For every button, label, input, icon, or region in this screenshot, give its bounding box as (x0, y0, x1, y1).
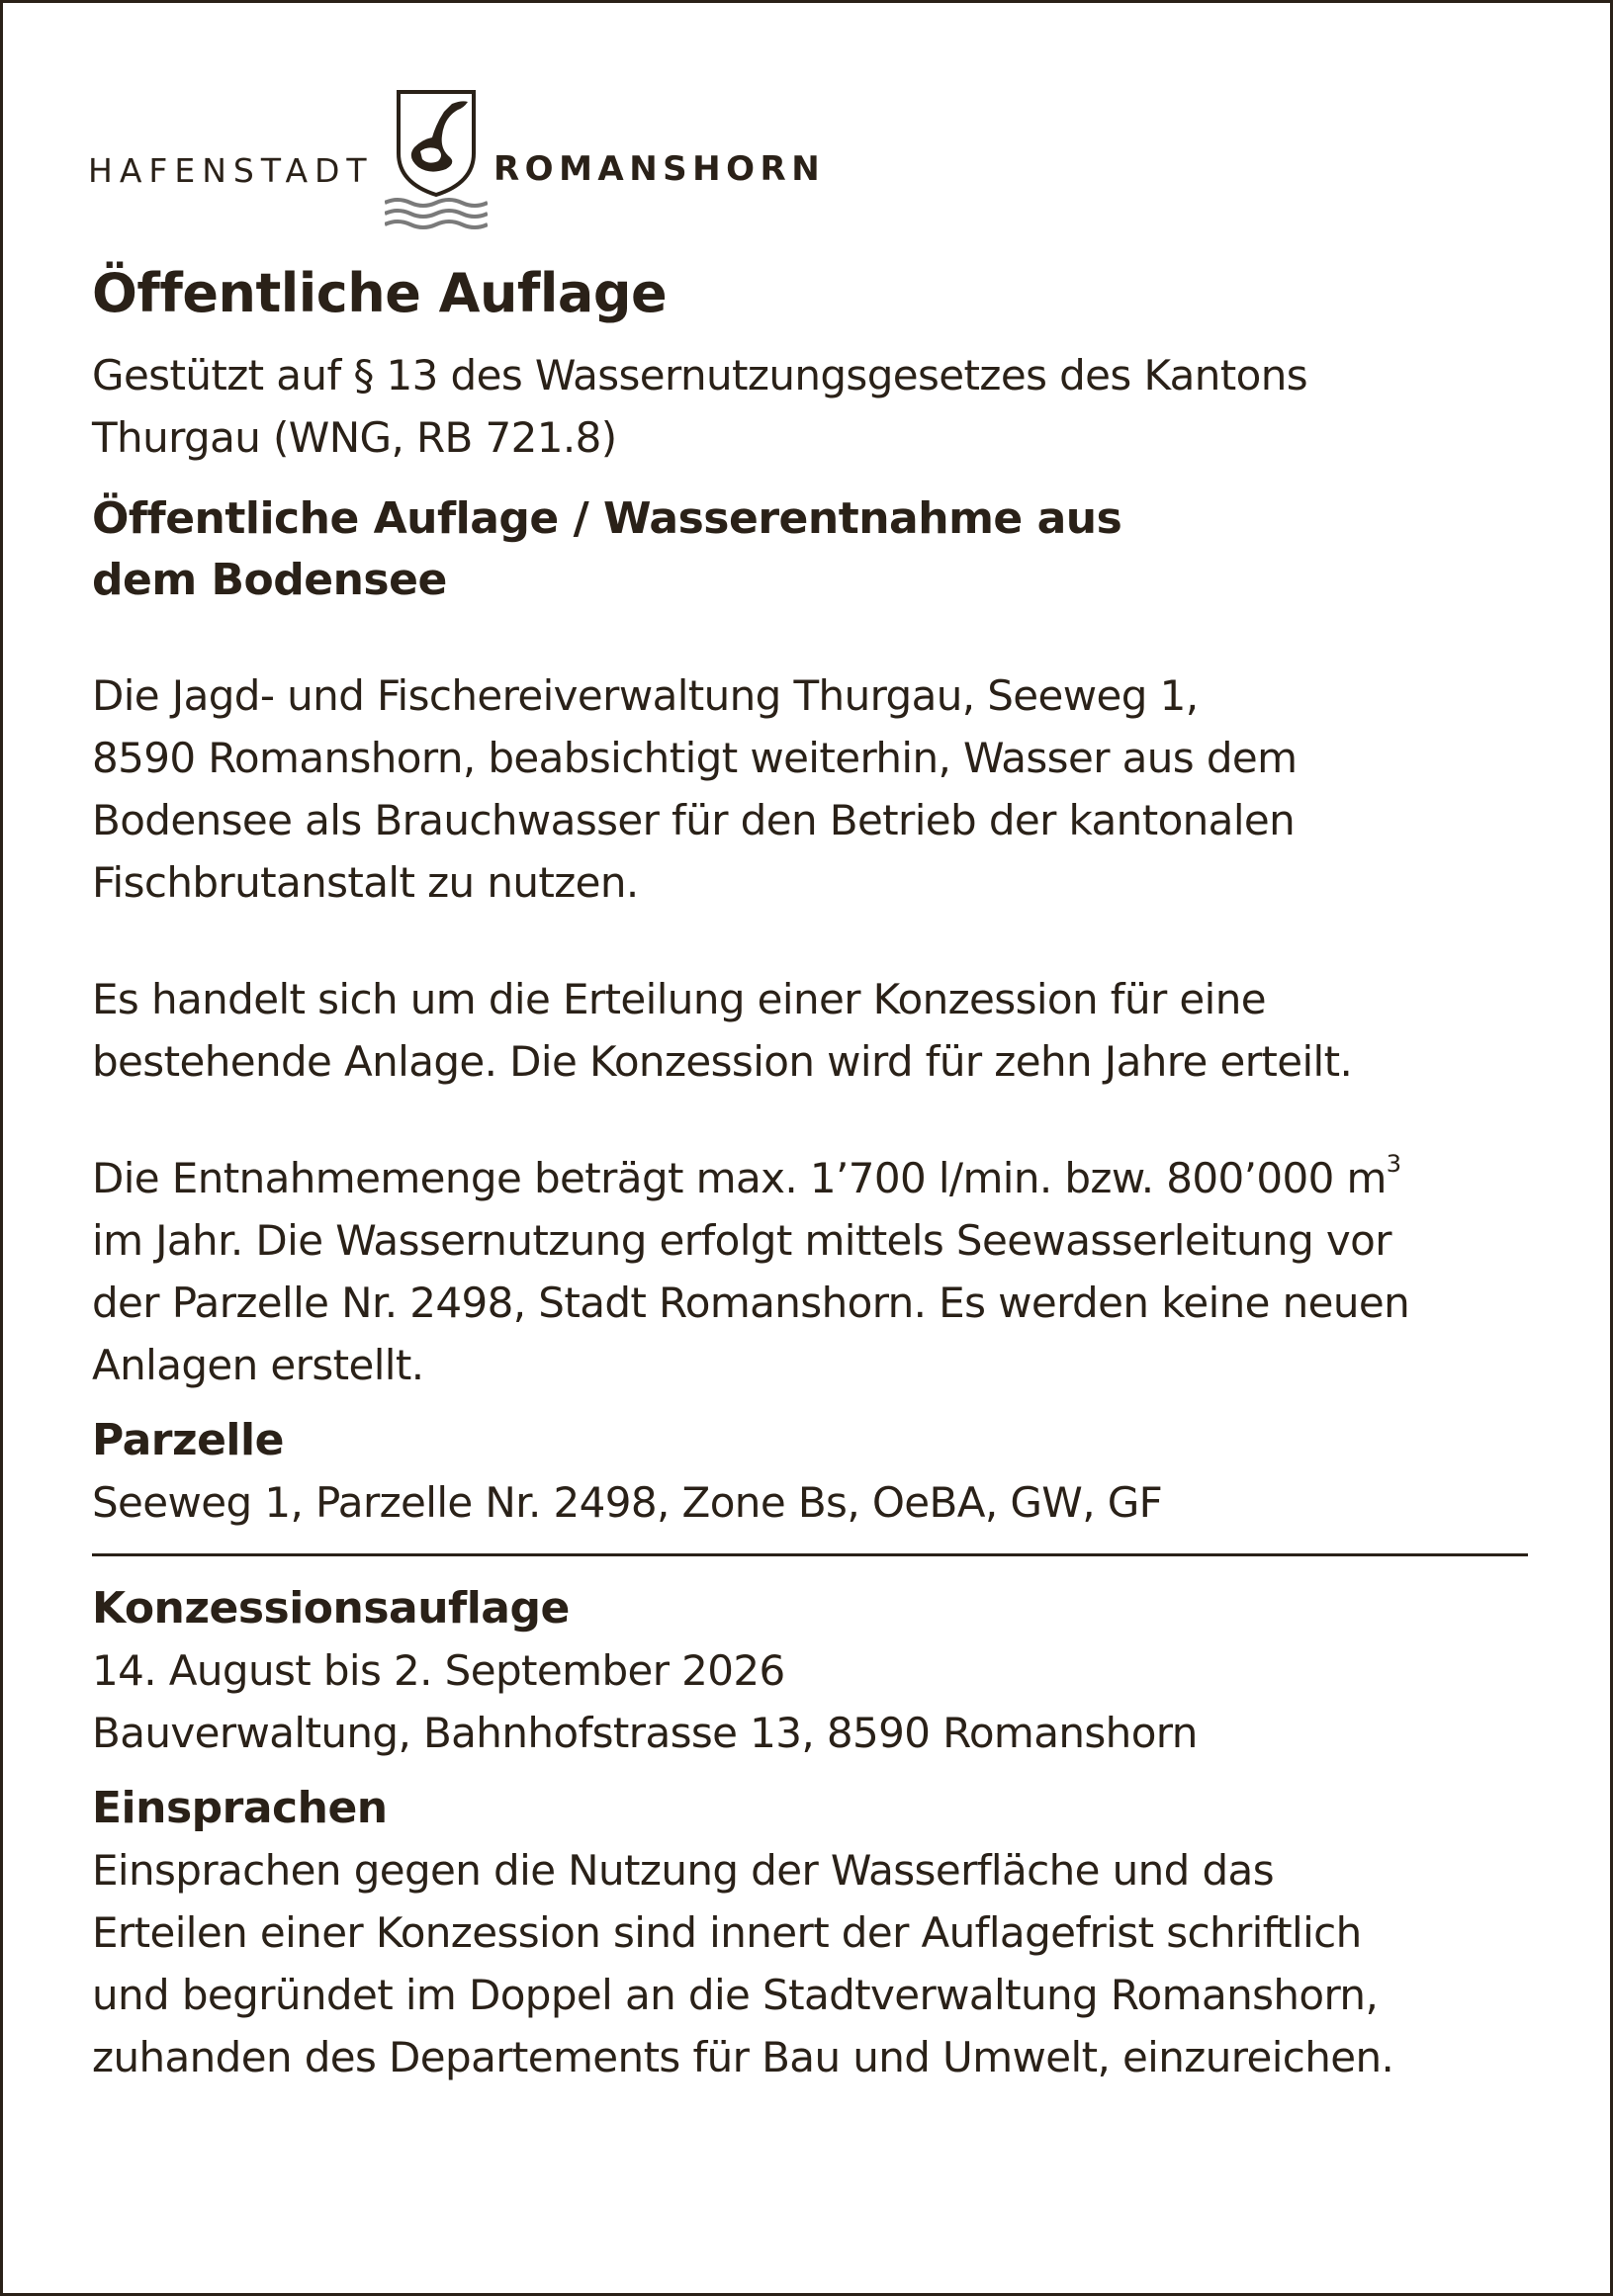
konzessionsauflage-heading: Konzessionsauflage (92, 1582, 570, 1634)
logo-romanshorn-text: ROMANSHORN (493, 149, 826, 189)
subtitle-heading: Öffentliche Auflage / Wasserentnahme aus dem Bodensee (92, 492, 1122, 605)
parzelle-heading: Parzelle (92, 1414, 284, 1465)
quantity-line: Die Entnahmemenge beträgt max. 1’700 l/min. bzw. 800’000 m (92, 1153, 1387, 1202)
paragraph-intent: Die Jagd- und Fischereiverwaltung Thurgau, Seeweg 1, 8590 Romanshorn, beabsichtigt weiterhin, Wasser aus dem Bodensee als Brauchwasser für den Betrieb der kantonalen Fischbrutanstalt zu nutzen. (92, 670, 1298, 907)
divider (92, 1553, 1528, 1556)
einsprachen-text: Einsprachen gegen die Nutzung der Wasserfläche und das Erteilen einer Konzession sind innert der Auflagefrist schriftlich und begründet im Doppel an die Stadtverwaltung Romanshorn, zuhanden des Departements für Bau und Umwelt, einzureichen. (92, 1845, 1394, 2081)
logo-hafenstadt-text: HAFENSTADT (88, 151, 374, 190)
parzelle-text: Seeweg 1, Parzelle Nr. 2498, Zone Bs, OeBA, GW, GF (92, 1477, 1163, 1527)
quantity-rest: im Jahr. Die Wassernutzung erfolgt mittels Seewasserleitung vor der Parzelle Nr. 2498, Stadt Romanshorn. Es werden keine neuen Anlagen erstellt. (92, 1215, 1410, 1389)
notice-content (92, 262, 1536, 2088)
waves-icon (385, 200, 488, 227)
paragraph-quantity (92, 1147, 1536, 1396)
paragraph-concession: Es handelt sich um die Erteilung einer Konzession für eine bestehende Anlage. Die Konzession wird für zehn Jahre erteilt. (92, 974, 1353, 1086)
konzessionsauflage-text: 14. August bis 2. September 2026 Bauverwaltung, Bahnhofstrasse 13, 8590 Romanshorn (92, 1645, 1198, 1757)
logo (88, 84, 869, 232)
intro-text: Gestützt auf § 13 des Wassernutzungsgesetzes des Kantons Thurgau (WNG, RB 721.8) (92, 350, 1308, 462)
romanshorn-crest-icon (385, 84, 488, 232)
einsprachen-heading: Einsprachen (92, 1782, 388, 1833)
page-title: Öffentliche Auflage (92, 262, 668, 324)
superscript-3: 3 (1386, 1149, 1401, 1178)
